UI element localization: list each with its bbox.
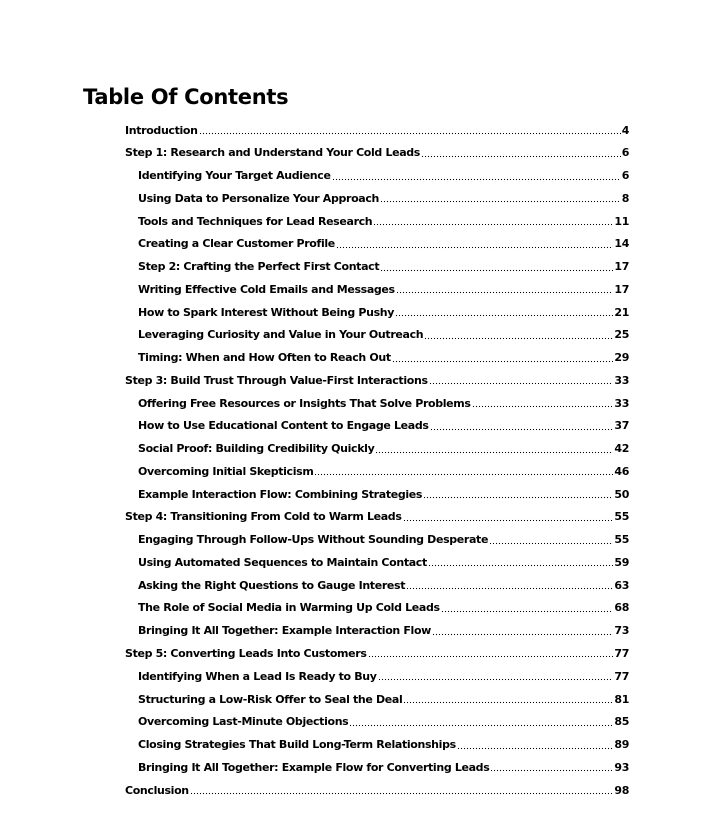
dot-leader: [406, 584, 613, 590]
toc-entry[interactable]: [125, 779, 629, 801]
dot-leader: [392, 357, 614, 363]
toc-entry-label: Engaging Through Follow-Ups Without Sounding Desperate: [138, 533, 489, 547]
toc-entry-page-number: 77: [614, 669, 629, 683]
toc-entry[interactable]: [125, 642, 629, 664]
toc-entry[interactable]: [138, 324, 629, 346]
dot-leader: [378, 675, 614, 681]
dot-leader: [490, 766, 613, 772]
toc-entry[interactable]: [138, 392, 629, 414]
dot-leader: [396, 288, 614, 294]
dot-leader: [472, 402, 614, 408]
toc-entry-page-number: 11: [614, 214, 629, 228]
toc-entry-label: Structuring a Low-Risk Offer to Seal the Deal: [138, 692, 403, 706]
toc-entry-page-number: 55: [614, 533, 629, 547]
toc-entry[interactable]: [125, 142, 629, 164]
toc-entry-label: Timing: When and How Often to Reach Out: [138, 351, 391, 365]
toc-entry-label: Closing Strategies That Build Long-Term Relationships: [138, 738, 456, 752]
toc-entry-page-number: 46: [614, 464, 629, 478]
toc-entry-label: Bringing It All Together: Example Interaction Flow: [138, 624, 431, 638]
dot-leader: [428, 561, 614, 567]
dot-leader: [199, 129, 621, 135]
toc-entry[interactable]: [138, 551, 629, 573]
toc-entry-page-number: 63: [614, 578, 629, 592]
toc-entry[interactable]: [125, 119, 629, 141]
toc-entry-label: Conclusion: [125, 783, 189, 797]
toc-entry-label: Creating a Clear Customer Profile: [138, 237, 335, 251]
dot-leader: [375, 448, 613, 454]
page-title: Table Of Contents: [83, 85, 289, 109]
toc-entry-page-number: 17: [614, 282, 629, 296]
toc-entry-page-number: 85: [614, 715, 629, 729]
toc-entry-page-number: 50: [614, 487, 629, 501]
toc-entry[interactable]: [138, 574, 629, 596]
toc-entry[interactable]: [138, 301, 629, 323]
toc-entry-page-number: 17: [614, 260, 629, 274]
dot-leader: [368, 652, 614, 658]
toc-entry-label: Asking the Right Questions to Gauge Interest: [138, 578, 406, 592]
toc-entry[interactable]: [138, 256, 629, 278]
toc-entry-label: Overcoming Last-Minute Objections: [138, 715, 349, 729]
toc-entry[interactable]: [138, 460, 629, 482]
toc-entry-page-number: 14: [614, 237, 629, 251]
dot-leader: [432, 630, 613, 636]
dot-leader: [430, 425, 614, 431]
toc-entry-page-number: 68: [614, 601, 629, 615]
toc-entry[interactable]: [125, 506, 629, 528]
dot-leader: [423, 493, 613, 499]
toc-entry[interactable]: [138, 483, 629, 505]
dot-leader: [314, 470, 613, 476]
toc-entry[interactable]: [138, 233, 629, 255]
toc-entry-page-number: 6: [621, 146, 629, 160]
toc-entry[interactable]: [125, 369, 629, 391]
toc-entry-label: Social Proof: Building Credibility Quickly: [138, 442, 375, 456]
dot-leader: [336, 243, 613, 249]
toc-entry-label: Identifying When a Lead Is Ready to Buy: [138, 669, 377, 683]
toc-entry-page-number: 77: [614, 646, 629, 660]
toc-entry-label: Identifying Your Target Audience: [138, 169, 331, 183]
toc-entry[interactable]: [138, 529, 629, 551]
dot-leader: [457, 744, 614, 750]
toc-entry-page-number: 29: [614, 351, 629, 365]
toc-entry-label: Overcoming Initial Skepticism: [138, 464, 314, 478]
toc-entry[interactable]: [138, 438, 629, 460]
toc-entry[interactable]: [138, 711, 629, 733]
toc-entry-page-number: 93: [614, 760, 629, 774]
dot-leader: [421, 152, 621, 158]
dot-leader: [373, 220, 613, 226]
dot-leader: [380, 197, 621, 203]
toc-entry[interactable]: [138, 597, 629, 619]
toc-entry-page-number: 6: [621, 169, 629, 183]
toc-entry-page-number: 25: [614, 328, 629, 342]
toc-entry[interactable]: [138, 210, 629, 232]
dot-leader: [489, 539, 613, 545]
dot-leader: [349, 721, 613, 727]
toc-entry-label: Writing Effective Cold Emails and Messages: [138, 282, 395, 296]
dot-leader: [429, 379, 614, 385]
toc-entry-page-number: 33: [614, 396, 629, 410]
toc-entry-page-number: 21: [614, 305, 629, 319]
toc-entry-page-number: 37: [614, 419, 629, 433]
toc-entry-page-number: 42: [614, 442, 629, 456]
toc-entry-page-number: 8: [621, 191, 629, 205]
toc-entry-label: The Role of Social Media in Warming Up Cold Leads: [138, 601, 440, 615]
toc-entry-label: Example Interaction Flow: Combining Strategies: [138, 487, 423, 501]
dot-leader: [380, 266, 613, 272]
toc-entry-label: How to Spark Interest Without Being Pushy: [138, 305, 395, 319]
dot-leader: [190, 789, 614, 795]
toc-entry-label: Offering Free Resources or Insights That Solve Problems: [138, 396, 471, 410]
toc-entry-label: Step 4: Transitioning From Cold to Warm Leads: [125, 510, 402, 524]
toc-entry[interactable]: [138, 278, 629, 300]
toc-entry-label: Using Automated Sequences to Maintain Contact: [138, 555, 427, 569]
toc-entry-label: Tools and Techniques for Lead Research: [138, 214, 373, 228]
toc-entry[interactable]: [138, 756, 629, 778]
toc-entry-page-number: 4: [621, 123, 629, 137]
toc-entry[interactable]: [138, 620, 629, 642]
dot-leader: [332, 175, 621, 181]
toc-entry[interactable]: [138, 165, 629, 187]
toc-entry-page-number: 73: [614, 624, 629, 638]
toc-entry-label: Leveraging Curiosity and Value in Your Outreach: [138, 328, 424, 342]
toc-entry-label: Step 5: Converting Leads Into Customers: [125, 646, 367, 660]
toc-entry[interactable]: [138, 688, 629, 710]
toc-entry-page-number: 59: [614, 555, 629, 569]
toc-entry[interactable]: [138, 734, 629, 756]
dot-leader: [395, 311, 613, 317]
toc-entry-label: Bringing It All Together: Example Flow for Converting Leads: [138, 760, 490, 774]
toc-entry-label: Introduction: [125, 123, 198, 137]
dot-leader: [441, 607, 614, 613]
toc-entry[interactable]: [138, 415, 629, 437]
toc-entry-label: Step 1: Research and Understand Your Cold Leads: [125, 146, 421, 160]
toc-entry-label: How to Use Educational Content to Engage Leads: [138, 419, 429, 433]
toc-entry-page-number: 33: [614, 373, 629, 387]
dot-leader: [403, 516, 614, 522]
toc-entry[interactable]: [138, 187, 629, 209]
toc-entry[interactable]: [138, 347, 629, 369]
dot-leader: [403, 698, 613, 704]
toc-entry-label: Step 2: Crafting the Perfect First Contact: [138, 260, 380, 274]
toc-entry-page-number: 89: [614, 738, 629, 752]
toc-entry-page-number: 55: [614, 510, 629, 524]
toc-entry-page-number: 98: [614, 783, 629, 797]
toc-entry[interactable]: [138, 665, 629, 687]
toc-entry-label: Step 3: Build Trust Through Value-First Interactions: [125, 373, 428, 387]
toc-entry-page-number: 81: [614, 692, 629, 706]
toc-entry-label: Using Data to Personalize Your Approach: [138, 191, 379, 205]
dot-leader: [424, 334, 613, 340]
